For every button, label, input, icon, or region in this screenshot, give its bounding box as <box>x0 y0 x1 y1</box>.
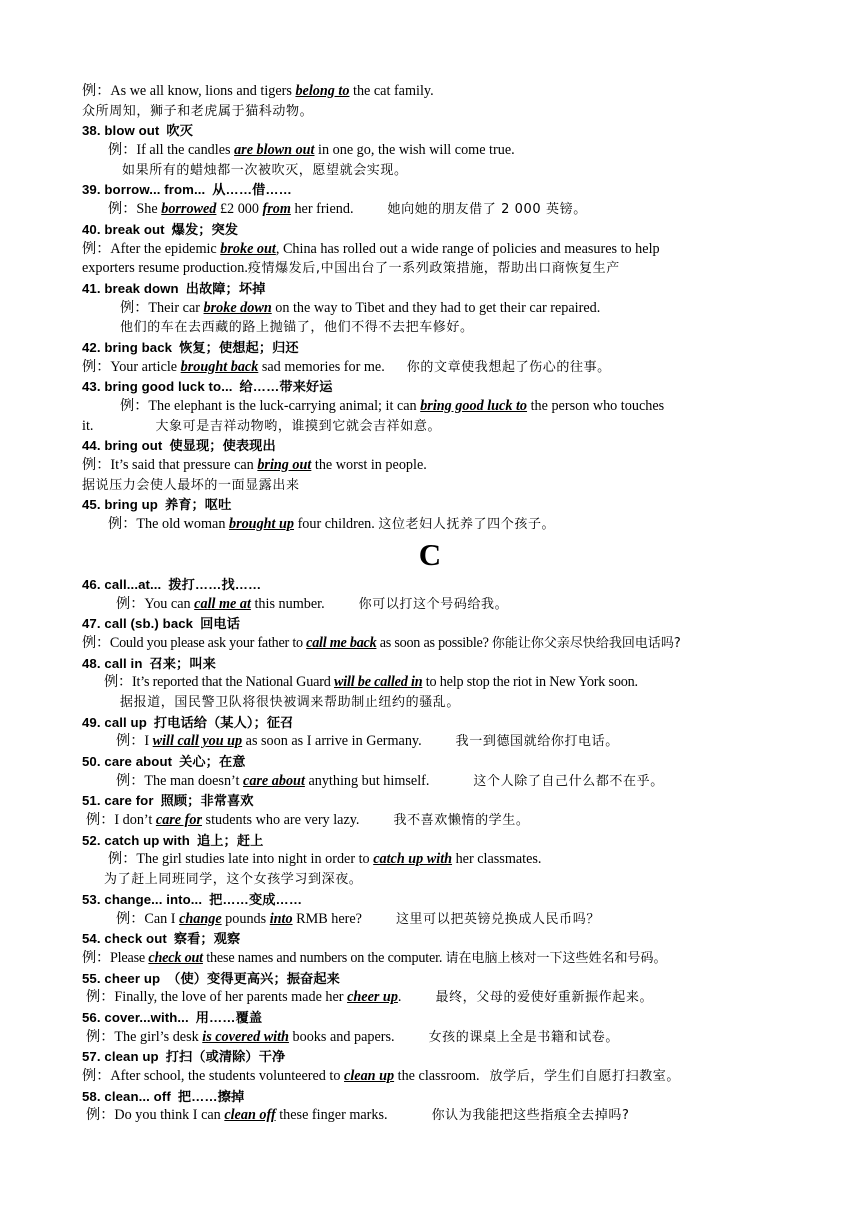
phrase-highlight: is covered with <box>202 1028 289 1045</box>
phrase-highlight: from <box>262 201 291 218</box>
phrase-highlight: change <box>179 910 222 927</box>
phrase-highlight: are blown out <box>234 142 315 159</box>
phrase-highlight: will call you up <box>152 733 243 750</box>
example-sentence: 例：As we all know, lions and tigers belong to the cat family. <box>82 83 434 99</box>
translation: 最终，父母的爱使好重新振作起来。 <box>435 990 654 1006</box>
phrase-highlight: check out <box>148 949 203 966</box>
phrase-highlight: will be called in <box>333 674 423 691</box>
example-sentence: 例：Please check out these names and numbers on the computer. 请在电脑上核对一下这些姓名和号码。 <box>82 949 667 966</box>
example-sentence: 例：It’s reported that the National Guard will be called in to help stop the riot in New York soon. <box>104 674 638 691</box>
entry-heading: 41. break down 出故障；坏掉 <box>82 280 266 296</box>
phrase-highlight: clean off <box>224 1107 276 1124</box>
example-sentence: 例：Could you please ask your father to call me back as soon as possible? 你能让你父亲尽快给我回电话吗? <box>82 634 681 651</box>
phrase-highlight: care about <box>243 772 305 789</box>
phrase-highlight: bring out <box>257 457 312 474</box>
example-sentence: 例：Their car broke down on the way to Tibet and they had to get their car repaired. <box>120 299 601 316</box>
entry-heading: 48. call in 召来；叫来 <box>82 655 216 671</box>
entry-heading: 49. call up 打电话给（某人）；征召 <box>82 714 294 730</box>
translation: 她向她的朋友借了 2 000 英镑。 <box>387 202 587 218</box>
phrase-highlight: call me at <box>194 595 251 612</box>
translation: 你的文章使我想起了伤心的往事。 <box>406 359 611 375</box>
example-sentence: 例：Your article brought back sad memories for me. 你的文章使我想起了伤心的往事。 <box>82 358 611 375</box>
example-sentence: 例：Do you think I can clean off these finger marks. 你认为我能把这些指痕全去掉吗? <box>86 1107 630 1124</box>
entry-heading: 58. clean... off 把……擦掉 <box>82 1088 245 1104</box>
example-sentence: 例：She borrowed £2 000 from her friend. 她向她的朋友借了 2 000 英镑。 <box>108 201 587 218</box>
phrase-highlight: bring good luck to <box>420 398 528 414</box>
example-sentence: 例：After school, the students volunteered to clean up the classroom. 放学后，学生们自愿打扫教室。 <box>82 1068 680 1084</box>
example-sentence: 例：You can call me at this number. 你可以打这个号码给我。 <box>116 595 509 612</box>
example-sentence: 例：The girl’s desk is covered with books and papers. 女孩的课桌上全是书籍和试卷。 <box>86 1028 619 1045</box>
phrase-highlight: clean up <box>344 1068 395 1084</box>
translation: 放学后，学生们自愿打扫教室。 <box>489 1069 680 1084</box>
example-sentence: 例：If all the candles are blown out in one go, the wish will come true. <box>108 142 515 159</box>
phrase-highlight: call me back <box>306 634 377 651</box>
example-sentence-cont: it. 大象可是吉祥动物哟，谁摸到它就会吉祥如意。 <box>82 417 442 434</box>
phrase-highlight: brought up <box>228 516 295 533</box>
translation: 大象可是吉祥动物哟，谁摸到它就会吉祥如意。 <box>155 418 442 434</box>
translation: 你能让你父亲尽快给我回电话吗? <box>491 635 681 651</box>
phrase-highlight: belong to <box>295 83 350 99</box>
translation: 你可以打这个号码给我。 <box>358 596 509 612</box>
entry-heading: 45. bring up 养育；呕吐 <box>82 497 232 513</box>
entry-heading: 54. check out 察看；观察 <box>82 931 241 947</box>
phrase-highlight: borrowed <box>161 201 217 218</box>
entry-heading: 47. call (sb.) back 回电话 <box>82 616 240 632</box>
example-sentence-cont: exporters resume production.疫情爆发后,中国出台了一系列政策措施，帮助出口商恢复生产 <box>82 260 620 277</box>
phrase-highlight: catch up with <box>373 851 453 868</box>
example-sentence: 例：I will call you up as soon as I arrive in Germany. 我一到德国就给你打电话。 <box>116 733 619 750</box>
document-page <box>82 82 762 1126</box>
example-sentence: 例：The old woman brought up four children. 这位老妇人抚养了四个孩子。 <box>108 516 556 533</box>
example-sentence: 例：It’s said that pressure can bring out the worst in people. <box>82 457 427 474</box>
phrase-highlight: care for <box>155 812 202 829</box>
translation: 为了赶上同班同学，这个女孩学习到深夜。 <box>104 872 363 888</box>
entry-heading: 39. borrow... from... 从……借…… <box>82 182 292 198</box>
entry-heading: 42. bring back 恢复；使想起；归还 <box>82 339 299 355</box>
phrase-highlight: broke out <box>220 240 276 257</box>
entry-heading: 38. blow out 吹灭 <box>82 123 193 139</box>
translation: 女孩的课桌上全是书籍和试卷。 <box>428 1029 619 1045</box>
translation: 这里可以把英镑兑换成人民币吗？ <box>395 911 600 927</box>
example-sentence: 例：Can I change pounds into RMB here? 这里可以把英镑兑换成人民币吗？ <box>116 910 600 927</box>
entry-heading: 43. bring good luck to... 给……带来好运 <box>82 379 333 395</box>
translation: 这位老妇人抚养了四个孩子。 <box>378 517 556 533</box>
entry-heading: 57. clean up 打扫（或清除）干净 <box>82 1049 286 1065</box>
entry-heading: 52. catch up with 追上；赶上 <box>82 832 264 848</box>
example-sentence: 例：After the epidemic broke out, China has rolled out a wide range of policies and measures to help <box>82 240 660 257</box>
example-sentence: 例：The man doesn’t care about anything but himself. 这个人除了自己什么都不在乎。 <box>116 772 664 789</box>
translation: 我不喜欢懒惰的学生。 <box>393 813 530 829</box>
entry-heading: 55. cheer up （使）变得更高兴；振奋起来 <box>82 970 340 986</box>
example-sentence: 例：The girl studies late into night in order to catch up with her classmates. <box>108 851 542 868</box>
translation: 据说压力会使人最坏的一面显露出来 <box>82 477 300 493</box>
phrase-highlight: broke down <box>203 299 272 316</box>
translation: 如果所有的蜡烛都一次被吹灭，愿望就会实现。 <box>122 162 408 178</box>
entry-heading: 56. cover...with... 用……覆盖 <box>82 1009 263 1025</box>
translation: 这个人除了自己什么都不在乎。 <box>473 773 664 789</box>
translation: 他们的车在去西藏的路上抛锚了，他们不得不去把车修好。 <box>120 320 474 336</box>
entry-heading: 51. care for 照顾；非常喜欢 <box>82 793 254 809</box>
translation: 众所周知，狮子和老虎属于猫科动物。 <box>82 103 314 119</box>
phrase-highlight: cheer up <box>347 989 398 1006</box>
entry-heading: 46. call...at... 拨打……找…… <box>82 576 262 592</box>
phrase-highlight: into <box>269 910 293 927</box>
translation: 疫情爆发后,中国出台了一系列政策措施，帮助出口商恢复生产 <box>247 261 620 277</box>
translation: 请在电脑上核对一下这些姓名和号码。 <box>445 950 667 966</box>
entry-heading: 53. change... into... 把……变成…… <box>82 891 303 907</box>
phrase-highlight: brought back <box>180 358 259 375</box>
section-letter: C <box>418 536 442 572</box>
translation: 我一到德国就给你打电话。 <box>455 734 619 750</box>
entry-heading: 40. break out 爆发；突发 <box>82 221 239 237</box>
translation: 你认为我能把这些指痕全去掉吗? <box>431 1108 630 1124</box>
entry-heading: 44. bring out 使显现；使表现出 <box>82 438 276 454</box>
translation: 据报道，国民警卫队将很快被调来帮助制止纽约的骚乱。 <box>120 694 461 710</box>
example-sentence: 例：I don’t care for students who are very lazy. 我不喜欢懒惰的学生。 <box>86 812 530 829</box>
example-sentence: 例：The elephant is the luck-carrying animal; it can bring good luck to the person who touches <box>120 398 665 414</box>
example-sentence: 例：Finally, the love of her parents made her cheer up. 最终，父母的爱使好重新振作起来。 <box>86 989 654 1006</box>
entry-heading: 50. care about 关心；在意 <box>82 754 246 769</box>
